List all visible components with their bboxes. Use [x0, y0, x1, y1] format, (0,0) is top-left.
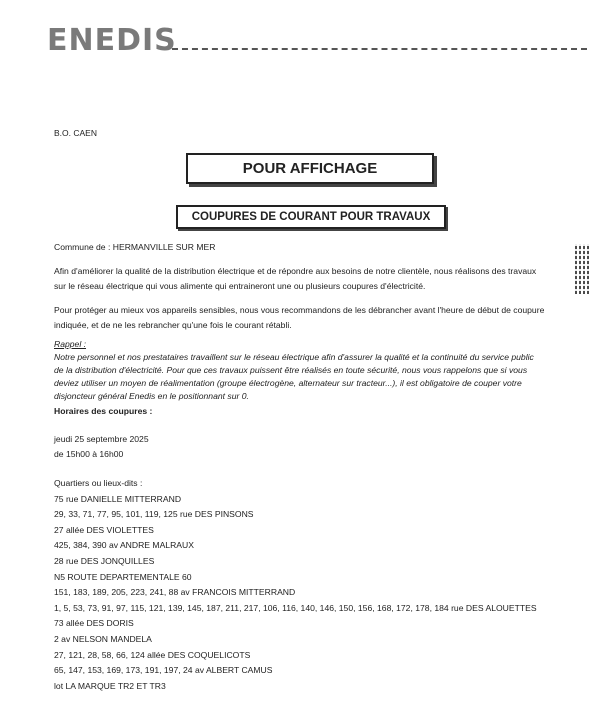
quartiers-label: Quartiers ou lieux-dits :: [54, 478, 143, 488]
list-item: 65, 147, 153, 169, 173, 191, 197, 24 av ALBERT CAMUS: [54, 665, 273, 676]
schedule: [54, 432, 554, 462]
title-box-coupures: [176, 205, 446, 229]
rappel-section: [54, 338, 554, 403]
horaires-label: Horaires des coupures :: [54, 406, 153, 416]
list-item: 1, 5, 53, 73, 91, 97, 115, 121, 139, 145, 187, 211, 217, 106, 116, 140, 146, 150, 156, 168, 172, 178, 184 rue DES ALOUETTES: [54, 602, 537, 613]
office-label: B.O. CAEN: [54, 128, 97, 138]
enedis-logo: ENEDIS: [47, 23, 177, 58]
schedule-time: de 15h00 à 16h00: [54, 449, 124, 459]
list-item: 2 av NELSON MANDELA: [54, 633, 152, 644]
rappel-line-3: deviez utiliser un moyen de réalimentation (groupe électrogène, alternateur sur tracteur...), il est obligatoire de couper votre: [54, 378, 522, 388]
schedule-date: jeudi 25 septembre 2025: [54, 434, 149, 444]
title-affichage: POUR AFFICHAGE: [242, 160, 378, 177]
qr-code-overlay: [575, 244, 591, 294]
list-item: lot LA MARQUE TR2 ET TR3: [54, 680, 166, 691]
list-item: 27 allée DES VIOLETTES: [54, 524, 154, 535]
title-box-affichage: [186, 153, 434, 184]
advice-line-1: Pour protéger au mieux vos appareils sensibles, nous vous recommandons de les débrancher avant l'heure de début de coupure: [54, 305, 545, 315]
intro-paragraph: [54, 264, 554, 294]
intro-line-1: Afin d'améliorer la qualité de la distribution électrique et de répondre aux besoins de notre clientèle, nous réalisons des travaux: [54, 266, 537, 276]
list-item: 75 rue DANIELLE MITTERRAND: [54, 493, 182, 504]
list-item: 425, 384, 390 av ANDRE MALRAUX: [54, 540, 194, 551]
rappel-line-1: Notre personnel et nos prestataires travaillent sur le réseau électrique afin d'assurer la qualité et la continuité du service public: [54, 352, 534, 362]
list-item: 29, 33, 71, 77, 95, 101, 119, 125 rue DES PINSONS: [54, 509, 254, 520]
commune-line: Commune de : HERMANVILLE SUR MER: [54, 242, 216, 252]
rappel-line-4: disjoncteur général Enedis en le positionnant sur 0.: [54, 391, 249, 401]
advice-paragraph: [54, 303, 554, 333]
title-coupures: COUPURES DE COURANT POUR TRAVAUX: [191, 211, 431, 223]
list-item: 28 rue DES JONQUILLES: [54, 555, 155, 566]
list-item: 151, 183, 189, 205, 223, 241, 88 av FRANCOIS MITTERRAND: [54, 587, 296, 598]
header-rule: [172, 48, 587, 50]
rappel-label: Rappel :: [54, 339, 87, 349]
list-item: 27, 121, 28, 58, 66, 124 allée DES COQUELICOTS: [54, 649, 251, 660]
list-item: 73 allée DES DORIS: [54, 618, 134, 629]
rappel-line-2: de la distribution d'électricité. Pour que ces travaux puissent être réalisés en toute sécurité, nous vous rappelons que si vous: [54, 365, 528, 375]
address-list: [54, 476, 574, 694]
intro-line-2: sur le réseau électrique qui vous alimente qui entraineront une ou plusieurs coupures d'électricité.: [54, 281, 426, 291]
advice-line-2: indiquée, et de ne les rebrancher qu'une fois le courant rétabli.: [54, 320, 292, 330]
list-item: N5 ROUTE DEPARTEMENTALE 60: [54, 571, 192, 582]
